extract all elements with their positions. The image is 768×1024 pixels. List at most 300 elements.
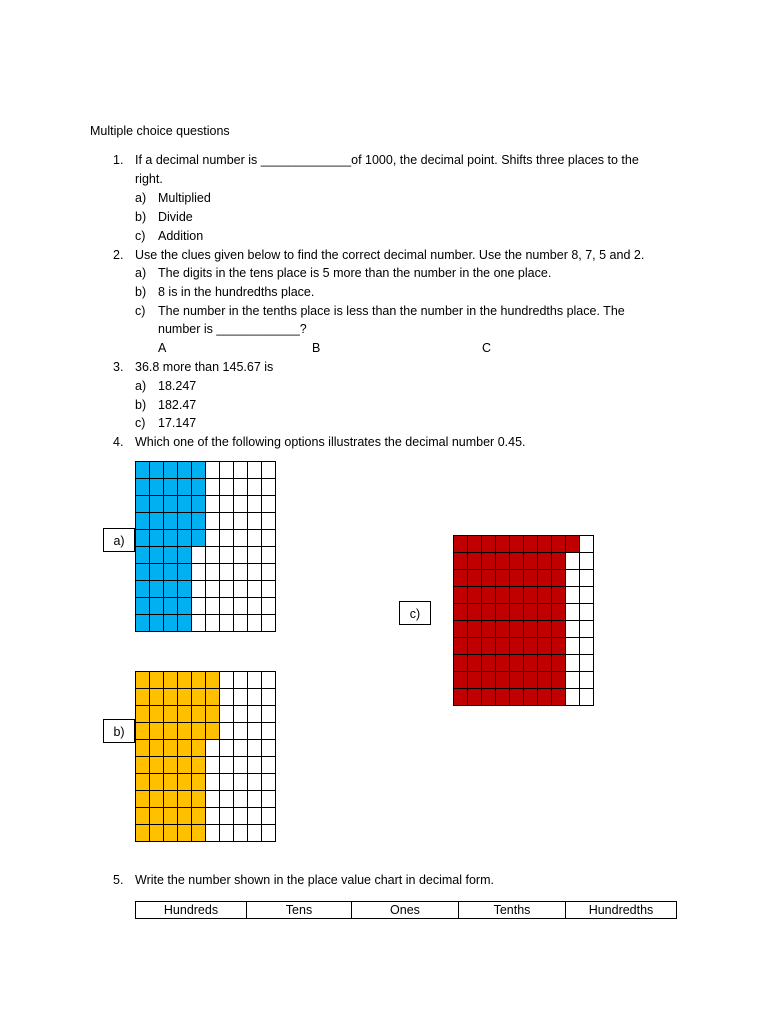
grid-cell-shaded (136, 462, 150, 479)
pv-header-hundreds: Hundreds (136, 902, 247, 919)
grid-cell-shaded (552, 638, 566, 655)
grid-cell-shaded (496, 638, 510, 655)
grid-cell-shaded (552, 553, 566, 570)
grid-cell (248, 530, 262, 547)
grid-cell (248, 689, 262, 706)
grid-cell (206, 825, 220, 842)
grid-cell-shaded (150, 547, 164, 564)
grid-cell-shaded (164, 462, 178, 479)
grid-cell-shaded (552, 604, 566, 621)
grid-cell (206, 598, 220, 615)
grid-cell (220, 672, 234, 689)
grid-cell-shaded (496, 672, 510, 689)
grid-row (136, 723, 276, 740)
grid-cell-shaded (524, 689, 538, 706)
grid-cell-shaded (552, 672, 566, 689)
q2-choice-a: A (158, 341, 167, 355)
grid-cell-shaded (454, 655, 468, 672)
grid-cell-shaded (524, 604, 538, 621)
grid-a-label: a) (103, 528, 135, 552)
q3-option-a: 18.247 (158, 379, 197, 393)
grid-cell-shaded (468, 655, 482, 672)
grid-cell-shaded (510, 655, 524, 672)
grid-cell (234, 615, 248, 632)
grid-cell-shaded (178, 564, 192, 581)
grid-cell-shaded (178, 672, 192, 689)
grid-cell-shaded (454, 604, 468, 621)
grid-cell-shaded (206, 723, 220, 740)
q5-text: Write the number shown in the place value chart in decimal form. (135, 873, 494, 887)
grid-cell (234, 598, 248, 615)
grid-cell (566, 570, 580, 587)
grid-row (136, 825, 276, 842)
grid-cell (248, 615, 262, 632)
grid-cell (192, 598, 206, 615)
grid-cell-shaded (178, 740, 192, 757)
grid-cell (580, 570, 594, 587)
grid-cell-shaded (164, 496, 178, 513)
grid-cell (248, 791, 262, 808)
grid-row (136, 530, 276, 547)
grid-cell (262, 581, 276, 598)
grid-row (136, 462, 276, 479)
grid-cell-shaded (178, 496, 192, 513)
grid-cell-shaded (510, 570, 524, 587)
grid-cell (580, 621, 594, 638)
grid-cell-shaded (538, 570, 552, 587)
grid-cell-shaded (552, 655, 566, 672)
grid-cell-shaded (164, 581, 178, 598)
grid-cell-shaded (136, 706, 150, 723)
grid-cell-shaded (192, 513, 206, 530)
grid-cell (566, 638, 580, 655)
grid-cell-shaded (538, 655, 552, 672)
grid-cell-shaded (482, 689, 496, 706)
grid-cell (234, 774, 248, 791)
grid-cell-shaded (482, 604, 496, 621)
grid-cell-shaded (496, 570, 510, 587)
grid-cell-shaded (468, 536, 482, 553)
grid-cell-shaded (178, 808, 192, 825)
q4-number: 4. (113, 435, 124, 449)
grid-cell-shaded (566, 536, 580, 553)
grid-cell-shaded (552, 570, 566, 587)
grid-row (136, 479, 276, 496)
grid-cell-shaded (552, 689, 566, 706)
q2-number: 2. (113, 248, 124, 262)
grid-cell-shaded (192, 496, 206, 513)
q1-text: If a decimal number is _____________of 1000, the decimal point. Shifts three places to the (135, 153, 639, 167)
grid-cell (580, 604, 594, 621)
grid-row (136, 757, 276, 774)
grid-cell-shaded (192, 689, 206, 706)
grid-cell (566, 553, 580, 570)
hundred-grid-c (453, 535, 594, 706)
grid-cell (206, 774, 220, 791)
grid-cell (206, 547, 220, 564)
grid-cell (262, 496, 276, 513)
grid-cell (580, 587, 594, 604)
grid-cell-shaded (482, 536, 496, 553)
grid-row (136, 808, 276, 825)
q3-option-b: 182.47 (158, 398, 197, 412)
grid-cell (192, 547, 206, 564)
grid-cell-shaded (150, 530, 164, 547)
grid-cell-shaded (482, 587, 496, 604)
grid-cell (566, 621, 580, 638)
grid-cell (580, 655, 594, 672)
grid-cell (234, 462, 248, 479)
grid-row (454, 672, 594, 689)
pv-header-tens: Tens (247, 902, 352, 919)
grid-cell (248, 513, 262, 530)
grid-cell (220, 530, 234, 547)
grid-cell-shaded (136, 740, 150, 757)
grid-cell-shaded (454, 570, 468, 587)
q1-option-c: Addition (158, 229, 204, 243)
grid-cell-shaded (150, 808, 164, 825)
grid-cell (220, 479, 234, 496)
grid-cell-shaded (192, 723, 206, 740)
grid-cell-shaded (192, 479, 206, 496)
grid-cell-shaded (164, 740, 178, 757)
grid-cell-shaded (164, 825, 178, 842)
grid-cell (248, 581, 262, 598)
grid-row (454, 638, 594, 655)
grid-cell-shaded (150, 740, 164, 757)
grid-cell-shaded (454, 689, 468, 706)
grid-row (136, 740, 276, 757)
grid-cell (234, 672, 248, 689)
grid-cell (248, 808, 262, 825)
grid-cell-shaded (524, 638, 538, 655)
grid-cell-shaded (136, 774, 150, 791)
grid-cell (262, 706, 276, 723)
grid-cell (248, 825, 262, 842)
grid-cell (234, 757, 248, 774)
grid-cell (234, 825, 248, 842)
grid-cell-shaded (468, 587, 482, 604)
grid-cell-shaded (468, 604, 482, 621)
grid-cell-shaded (164, 615, 178, 632)
grid-cell-shaded (468, 689, 482, 706)
grid-cell-shaded (482, 638, 496, 655)
grid-row (136, 598, 276, 615)
q2-option-c: The number in the tenths place is less than the number in the hundredths place. The (158, 304, 625, 318)
grid-row (454, 587, 594, 604)
grid-cell-shaded (164, 564, 178, 581)
grid-cell-shaded (150, 598, 164, 615)
grid-cell (580, 553, 594, 570)
grid-cell (220, 791, 234, 808)
grid-cell (234, 479, 248, 496)
grid-cell-shaded (496, 536, 510, 553)
grid-cell-shaded (524, 621, 538, 638)
grid-cell-shaded (136, 547, 150, 564)
grid-cell-shaded (496, 689, 510, 706)
grid-cell-shaded (496, 604, 510, 621)
grid-cell-shaded (454, 536, 468, 553)
grid-cell-shaded (136, 723, 150, 740)
grid-cell (220, 825, 234, 842)
q1-option-c-letter: c) (135, 229, 146, 243)
q2-text: Use the clues given below to find the correct decimal number. Use the number 8, 7, 5 and 2. (135, 248, 645, 262)
grid-cell-shaded (164, 723, 178, 740)
grid-cell-shaded (538, 536, 552, 553)
grid-cell (262, 825, 276, 842)
grid-row (136, 791, 276, 808)
grid-row (136, 689, 276, 706)
grid-cell-shaded (150, 479, 164, 496)
q2-choice-c: C (482, 341, 492, 355)
grid-cell-shaded (468, 570, 482, 587)
grid-cell (248, 462, 262, 479)
grid-row (136, 774, 276, 791)
grid-cell (580, 638, 594, 655)
grid-cell-shaded (178, 547, 192, 564)
grid-cell-shaded (524, 570, 538, 587)
grid-cell (206, 740, 220, 757)
grid-cell-shaded (150, 581, 164, 598)
grid-cell (262, 479, 276, 496)
grid-cell (220, 462, 234, 479)
q2-choice-b: B (312, 341, 321, 355)
grid-cell-shaded (496, 655, 510, 672)
grid-cell-shaded (164, 706, 178, 723)
q2-option-c-cont: number is ____________? (158, 322, 307, 336)
grid-cell (220, 581, 234, 598)
grid-cell-shaded (164, 808, 178, 825)
grid-row (136, 564, 276, 581)
grid-cell-shaded (552, 587, 566, 604)
grid-cell (206, 564, 220, 581)
grid-cell-shaded (164, 689, 178, 706)
grid-row (454, 655, 594, 672)
grid-row (454, 570, 594, 587)
grid-cell (206, 615, 220, 632)
grid-cell-shaded (206, 672, 220, 689)
grid-cell-shaded (150, 564, 164, 581)
q2-option-c-letter: c) (135, 304, 146, 318)
grid-row (136, 496, 276, 513)
grid-cell-shaded (206, 689, 220, 706)
grid-cell (234, 513, 248, 530)
grid-cell-shaded (524, 553, 538, 570)
grid-cell (234, 723, 248, 740)
grid-cell (220, 757, 234, 774)
grid-cell-shaded (164, 598, 178, 615)
grid-cell (262, 547, 276, 564)
grid-cell-shaded (538, 553, 552, 570)
grid-cell-shaded (150, 791, 164, 808)
grid-cell (192, 615, 206, 632)
q1-option-a: Multiplied (158, 191, 211, 205)
grid-cell-shaded (192, 672, 206, 689)
grid-cell-shaded (178, 774, 192, 791)
grid-cell-shaded (178, 581, 192, 598)
grid-cell-shaded (468, 638, 482, 655)
grid-cell (192, 564, 206, 581)
grid-cell (566, 672, 580, 689)
grid-cell (248, 757, 262, 774)
grid-cell-shaded (150, 706, 164, 723)
grid-cell (566, 689, 580, 706)
grid-cell (248, 723, 262, 740)
grid-cell-shaded (496, 621, 510, 638)
grid-cell-shaded (482, 672, 496, 689)
grid-cell (262, 740, 276, 757)
grid-cell (262, 791, 276, 808)
grid-cell-shaded (150, 757, 164, 774)
grid-cell-shaded (538, 638, 552, 655)
hundred-grid-b (135, 671, 276, 842)
grid-cell-shaded (482, 570, 496, 587)
q5-number: 5. (113, 873, 124, 887)
grid-cell-shaded (164, 672, 178, 689)
grid-cell-shaded (524, 536, 538, 553)
grid-cell-shaded (510, 638, 524, 655)
hundred-grid-a (135, 461, 276, 632)
grid-cell-shaded (482, 553, 496, 570)
q1-option-b: Divide (158, 210, 193, 224)
grid-cell-shaded (552, 621, 566, 638)
grid-cell-shaded (178, 513, 192, 530)
grid-cell (206, 791, 220, 808)
q1-number: 1. (113, 153, 124, 167)
place-value-header-row (136, 902, 677, 919)
grid-cell (248, 740, 262, 757)
grid-cell (262, 530, 276, 547)
grid-cell (248, 564, 262, 581)
grid-cell-shaded (164, 791, 178, 808)
grid-cell-shaded (510, 621, 524, 638)
grid-cell-shaded (192, 706, 206, 723)
grid-cell (234, 496, 248, 513)
q3-option-c-letter: c) (135, 416, 146, 430)
grid-cell-shaded (454, 553, 468, 570)
grid-cell (206, 581, 220, 598)
grid-cell-shaded (164, 513, 178, 530)
q3-option-b-letter: b) (135, 398, 147, 412)
grid-cell (234, 808, 248, 825)
grid-cell (262, 513, 276, 530)
grid-cell (566, 604, 580, 621)
place-value-chart (135, 901, 677, 919)
grid-cell-shaded (136, 598, 150, 615)
grid-cell-shaded (136, 581, 150, 598)
grid-row (136, 513, 276, 530)
grid-cell (234, 740, 248, 757)
grid-cell (220, 615, 234, 632)
grid-cell (262, 615, 276, 632)
grid-cell-shaded (510, 587, 524, 604)
grid-cell-shaded (510, 689, 524, 706)
grid-cell-shaded (136, 672, 150, 689)
grid-cell-shaded (150, 462, 164, 479)
grid-cell (220, 547, 234, 564)
grid-cell (220, 774, 234, 791)
grid-cell (248, 672, 262, 689)
grid-cell (234, 706, 248, 723)
grid-cell (206, 513, 220, 530)
grid-cell (234, 581, 248, 598)
grid-cell-shaded (192, 791, 206, 808)
grid-cell-shaded (136, 615, 150, 632)
grid-cell (234, 689, 248, 706)
grid-cell (248, 598, 262, 615)
grid-cell-shaded (136, 689, 150, 706)
grid-cell-shaded (178, 791, 192, 808)
grid-cell-shaded (454, 672, 468, 689)
grid-cell (580, 672, 594, 689)
grid-cell (262, 808, 276, 825)
grid-cell-shaded (468, 621, 482, 638)
grid-cell (566, 587, 580, 604)
page-heading: Multiple choice questions (90, 124, 230, 138)
grid-b-label: b) (103, 719, 135, 743)
grid-cell (262, 774, 276, 791)
grid-row (454, 536, 594, 553)
grid-cell-shaded (192, 774, 206, 791)
grid-c-label: c) (399, 601, 431, 625)
grid-cell (262, 462, 276, 479)
grid-cell (220, 723, 234, 740)
grid-row (454, 553, 594, 570)
pv-header-hundredths: Hundredths (566, 902, 677, 919)
grid-cell-shaded (164, 547, 178, 564)
grid-cell (234, 547, 248, 564)
grid-cell (262, 723, 276, 740)
q3-option-a-letter: a) (135, 379, 147, 393)
grid-cell-shaded (178, 615, 192, 632)
grid-cell-shaded (538, 672, 552, 689)
grid-cell-shaded (150, 513, 164, 530)
grid-cell-shaded (496, 587, 510, 604)
grid-cell-shaded (136, 808, 150, 825)
grid-cell-shaded (538, 587, 552, 604)
grid-cell-shaded (192, 740, 206, 757)
grid-cell (206, 496, 220, 513)
grid-cell (192, 581, 206, 598)
grid-row (136, 672, 276, 689)
grid-cell (248, 774, 262, 791)
grid-cell (262, 598, 276, 615)
grid-cell-shaded (150, 825, 164, 842)
grid-cell-shaded (150, 723, 164, 740)
grid-cell-shaded (454, 621, 468, 638)
grid-cell-shaded (150, 689, 164, 706)
grid-cell (566, 655, 580, 672)
grid-cell (220, 689, 234, 706)
grid-cell-shaded (510, 672, 524, 689)
grid-cell (580, 536, 594, 553)
q2-option-a-letter: a) (135, 266, 147, 280)
grid-cell-shaded (192, 825, 206, 842)
q1-option-a-letter: a) (135, 191, 147, 205)
grid-cell-shaded (150, 672, 164, 689)
q4-text: Which one of the following options illustrates the decimal number 0.45. (135, 435, 526, 449)
grid-cell-shaded (136, 825, 150, 842)
grid-row (136, 581, 276, 598)
grid-cell-shaded (538, 689, 552, 706)
q1-text-cont: right. (135, 172, 163, 186)
grid-row (454, 604, 594, 621)
grid-cell (248, 479, 262, 496)
grid-cell-shaded (136, 513, 150, 530)
grid-cell-shaded (468, 553, 482, 570)
grid-cell-shaded (136, 564, 150, 581)
grid-cell-shaded (192, 757, 206, 774)
